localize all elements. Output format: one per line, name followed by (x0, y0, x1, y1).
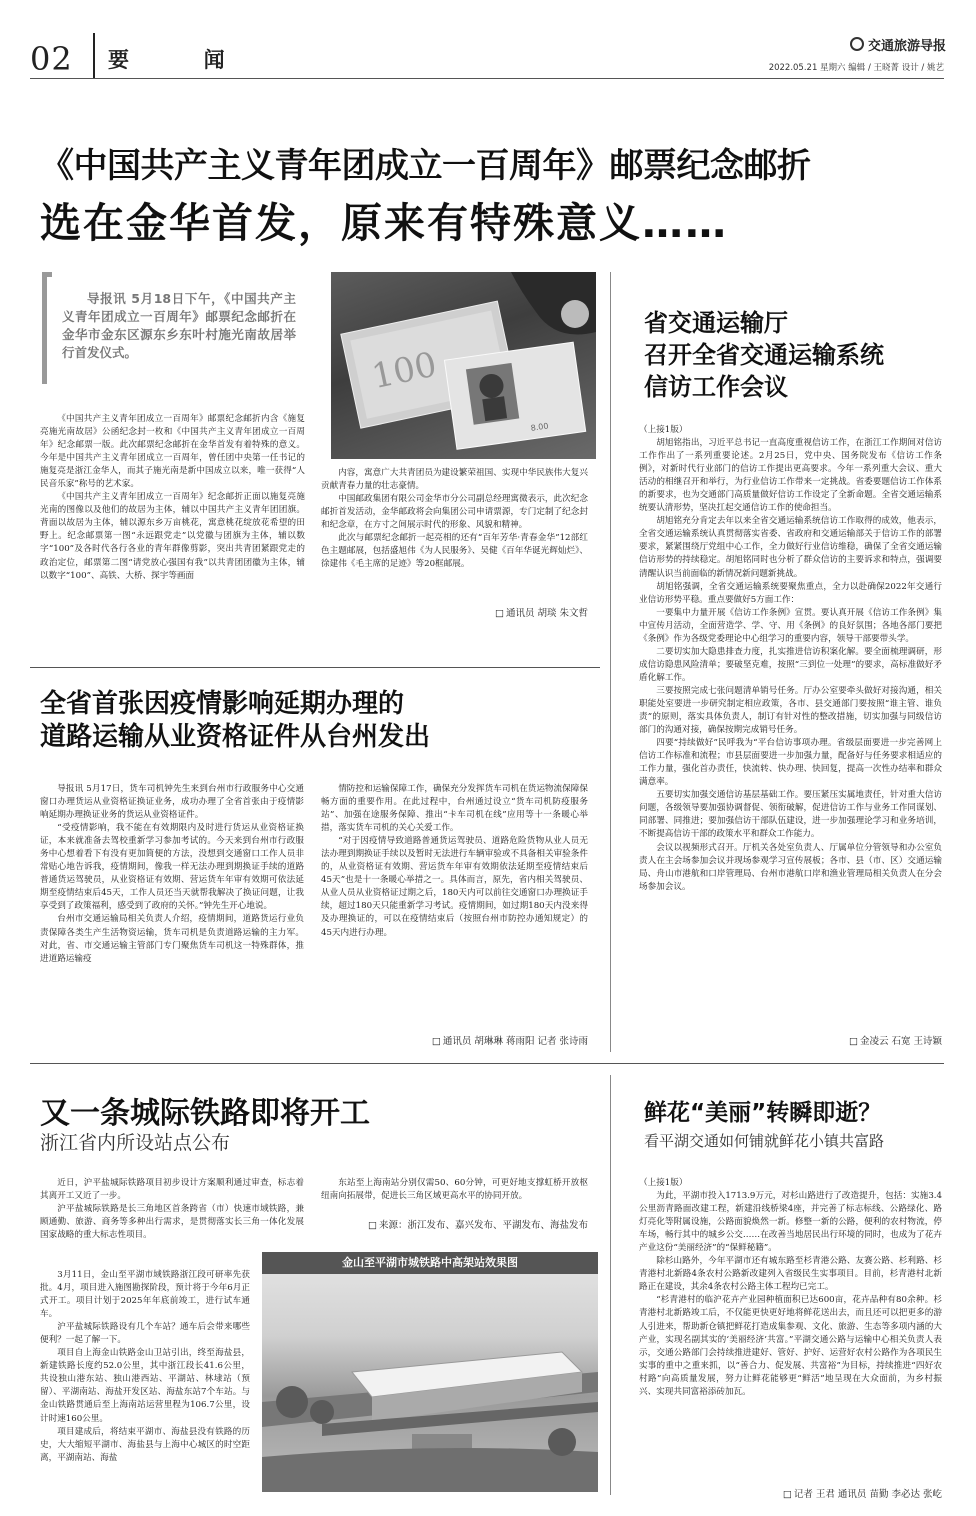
paper-logo-icon (850, 37, 864, 51)
section-rule (30, 1063, 944, 1064)
taizhou-col2-para: 情防控和运输保障工作，确保充分发挥货车司机在货运物流保障保畅方面的重要作用。在此过程中，台州通过设立“货车司机防疫服务站”、加强在途服务保障、推出“卡车司机在线”应用等十一条暖心举措，落实货车司机的关心关爱工作。 (321, 784, 588, 834)
railway-byline: □ 来源：浙江发布、嘉兴发布、平湖发布、海盐发布 (321, 1217, 588, 1231)
xinfang-para: 胡旭铭充分肯定去年以来全省交通运输系统信访工作取得的成效，他表示，全省交通运输系统认真贯彻落实省委、省政府和交通运输部关于信访工作的部署要求，紧紧围绕厅党组中心工作，全力做好行业信访维稳，确保了全省交通运输信访形势的持续稳定。胡旭铭同时也分析了群众信访的主要诉求和特点，强调要清醒认识当前面临的新情况新问题新挑战。 (639, 516, 942, 579)
xinfang-title-line: 信访工作会议 (644, 373, 788, 401)
flowers-para: 为此，平湖市投入1713.9万元，对杉山路进行了改造提升，包括：实施3.4公里沥青路面改建工程，新建沿线桥梁4座，并完善了标志标线、公路绿化、路灯亮化等附属设施，公路面貌焕然一新。修整一新的公路，便利的农村物流，停车场，畅行其中的城乡公交……在改善当地居民出行环境的同时，也成为了花卉产业这份“美丽经济”的“保鲜秘籍”。 (639, 1191, 942, 1254)
taizhou-byline: □ 通讯员 胡琳琳 蒋雨阳 记者 张诗雨 (360, 1033, 588, 1047)
flowers-para: 除杉山路外，今年平湖市还有城东路至杉青港公路、友赛公路、杉利路、杉青港村北新路4条农村公路新改建列入省级民生实事项目。目前，杉青港村北新路正在建设，其余4条农村公路主体工程均已完工。 (639, 1256, 942, 1293)
railway-subtitle: 浙江省内所设站点公布 (40, 1132, 231, 1154)
lead-photo (331, 272, 596, 459)
taizhou-title (40, 688, 600, 754)
lead-byline: □ 通讯员 胡琰 朱文哲 (380, 605, 588, 619)
stamp-booklet-illustration (331, 272, 596, 459)
header-meta: 2022.05.21 星期六 编辑 / 王晓菁 设计 / 姚艺 (768, 63, 944, 73)
xinfang-body (639, 424, 942, 894)
lead-col1-para: 《中国共产主义青年团成立一百周年》邮票纪念邮折内含《施复亮施光南故居》公函纪念封一枚和《中国共产主义青年团成立一百周年》纪念邮票一版。此次邮票纪念邮折在金华首发有着特殊的意义。今年是中国共产主义青年团成立一百周年，曾任团中央第一任书记的施复亮是浙江金华人，而其子施光南是新中国成立以来，唯一获得“人民音乐家”称号的艺术家。 (40, 414, 305, 490)
station-rendering (262, 1252, 598, 1492)
lead-col1 (40, 413, 305, 583)
railway-para: 项目建成后，将结束平湖市、海盐县没有铁路的历史，大大缩短平湖市、海盐县与上海中心城区的时空距离，平湖南站、海盐 (40, 1426, 250, 1463)
header-divider (93, 33, 95, 79)
page-number: 02 (30, 40, 73, 78)
xinfang-byline: □ 金凌云 石宽 王诗颖 (760, 1033, 942, 1047)
railway-col2 (321, 1177, 588, 1203)
column-separator (610, 1075, 611, 1495)
xinfang-para: 三要按照完成七张问题清单销号任务。厅办公室要牵头做好对接沟通，相关职能处室要进一步研究制定相应政策，各市、县交通部门要按照“谁主管、谁负责”的原则，落实具体负责人，制订有针对性的整改措施，切实加强与同级信访部门的沟通对接，确保按期完成销号任务。 (639, 685, 942, 736)
xinfang-para: 五要切实加强交通信访基层基础工作。要压紧压实属地责任，针对重大信访问题，各级领导要加强协调督促、领衔破解，促进信访工作与业务工作同谋划、同部署、同推进；要加强信访干部队伍建设，进一步加强理论学习和业务培训，不断提高信访干部的政策水平和群众工作能力。 (639, 790, 942, 840)
railway-para: 沪平盐城际铁路是长三角地区首条跨省（市）快速市域铁路，兼顾通勤、旅游、商务等多种出行需求，是贯彻落实长三角一体化发展国家战略的重大标志性项目。 (40, 1204, 304, 1241)
booklet-stamp-value: 8.00 (530, 421, 550, 433)
flowers-title: 鲜花“美丽”转瞬即逝？ (644, 1100, 882, 1126)
xinfang-para: 二要切实加大隐患排查力度，扎实推进信访积案化解。要全面梳理调研，形成信访隐患风险清单；要破坚克难，按照“三到位一处理”的要求，高标准做好矛盾化解工作。 (639, 646, 942, 683)
taizhou-col2 (321, 783, 588, 940)
railway-col1-top (40, 1177, 304, 1242)
taizhou-title-line: 全省首张因疫情影响延期办理的 (40, 689, 405, 719)
booklet-big-number: 100 (368, 344, 441, 398)
section-label: 要 闻 (108, 48, 245, 72)
railway-para: 沪平盐城际铁路设有几个车站？通车后会带来哪些便利？一起了解一下。 (40, 1322, 250, 1346)
railway-para: 3月11日，金山至平湖市域铁路浙江段可研率先获批。4月，项目进入施图勘探阶段，预计将于今年6月正式开工。项目计划于2025年年底前竣工，进行试车通车。 (40, 1270, 250, 1320)
lead-col2-para: 内容，寓意广大共青团员为建设繁荣祖国、实现中华民族伟大复兴贡献青春力量的壮志豪情。 (321, 468, 588, 492)
taizhou-col1-para: “受疫情影响，我不能在有效期限内及时进行货运从业资格证换证，本来就准备去驾校重新学习参加考试的。今天来到台州市行政服务中心想着看下有没有更加简便的方法，没想到交通窗口工作人员非常贴心地告诉我，疫情期间，像我一样无法办理到期换证手续的道路普通货运驾驶员，从业资格证有效期、营运货车年审有效期可依法延期至疫情结束后45天，工作人员还当天就帮我解决了换证问题，让我享受到了政策福利，感受到了政府的关怀。”钟先生开心地说。 (40, 823, 304, 912)
railway-image (262, 1252, 598, 1492)
railway-para: 近日，沪平盐城际铁路项目初步设计方案顺利通过审查，标志着其离开工又近了一步。 (40, 1178, 304, 1202)
xinfang-title-line: 省交通运输厅 (644, 309, 788, 337)
lead-summary-bracket (42, 272, 52, 384)
column-separator (610, 272, 611, 1052)
lead-title-line2: 选在金华首发，原来有特殊意义…… (40, 199, 728, 247)
railway-image-caption: 金山至平湖市城铁路中高架站效果图 (262, 1252, 598, 1274)
flowers-continued: （上接1版） (639, 1178, 688, 1188)
xinfang-para: 一要集中力量开展《信访工作条例》宣贯。要认真开展《信访工作条例》集中宣传月活动，全面营造学、学、守、用《条例》的良好氛围；各地各部门要把《条例》作为各级党委理论中心组学习的重要内容，领导干部要带头学。 (639, 607, 942, 644)
taizhou-col1-para: 导报讯 5月17日，货车司机钟先生来到台州市行政服务中心交通窗口办理货运从业资格证换证业务，成功办理了全省首张由于疫情影响延期办理换证业务的货运从业资格证件。 (40, 784, 304, 821)
xinfang-para: 胡旭铭强调，全省交通运输系统要聚焦重点，全力以赴确保2022年交通行业信访形势平稳。重点要做好5方面工作： (639, 581, 942, 605)
lead-col2-para: 此次与邮票纪念邮折一起亮相的还有“百年芳华·青春金华”12部红色主题邮展，包括盛旭伟《为人民服务》、吴健《百年华诞光辉灿烂》、徐建伟《毛主席的足迹》等20框邮展。 (321, 533, 588, 570)
section-rule (30, 667, 600, 668)
flowers-para: “杉青港村的临沪花卉产业园种植面积已达600亩，花卉品种有80余种。杉青港村北新路竣工后，不仅能更快更好地将鲜花送出去，而且还可以把更多的游人引进来，帮助新仓镇把鲜花打造成集参观、文化、旅游、生态等多项内涵的大产业，实现名副其实的‘美丽经济’共富。”平湖交通公路与运输中心相关负责人表示，交通公路部门会持续推进建好、管好、护好、运营好农村公路作为各项民生实事的重中之重来抓，以“善合力、促发展、共富裕”为目标，持续推进“四好农村路”向高质量发展，努力让鲜花能够更“鲜活”地呈现在大众面前，为乡村振兴、实现共同富裕添砖加瓦。 (639, 1295, 942, 1397)
header-rule (30, 78, 944, 79)
xinfang-title-line: 召开全省交通运输系统 (644, 341, 884, 369)
xinfang-para: 会议以视频形式召开。厅机关各处室负责人、厅属单位分管领导和办公室负责人在主会场参加会议并现场参观学习宣传展板；各市、县（市、区）交通运输局、舟山市港航和口岸管理局、台州市港航口岸和渔业管理局相关负责人在分会场参加会议。 (639, 842, 942, 892)
lead-col2 (321, 467, 588, 571)
flowers-byline: □ 记者 王君 通讯员 苗勤 李必达 张屹 (720, 1486, 942, 1500)
xinfang-para: 四要“持续做好”民呼我为“平台信访事项办理。省级层面要进一步完善网上信访工作标准和流程；市县层面要进一步加强力量，配备好与任务要求相适应的工作力量，强化首办责任，快流转、快办理、快回复，提高一次性办结率和群众满意率。 (639, 738, 942, 788)
taizhou-title-line: 道路运输从业资格证件从台州发出 (40, 722, 431, 752)
xinfang-para: 胡旭铭指出，习近平总书记一直高度重视信访工作，在浙江工作期间对信访工作作出了一系列重要论述。2月25日，党中央、国务院发布《信访工作条例》，对新时代行业部门的信访工作提出更高要求。今年一系列重大会议、重大活动的相继召开和举行，为行业信访工作带来一定挑战。省委要题信访工作体系的新要求，也为交通部门高质量做好信访工作设定了全新命题。全省交通运输系统要认清形势，坚决扛起交通信访工作的使命担当。 (639, 438, 942, 514)
railway-title: 又一条城际铁路即将开工 (40, 1096, 370, 1131)
railway-para: 项目自上海金山铁路金山卫站引出，终至海盐县，新建铁路长度约52.0公里，其中浙江段长41.6公里，共设独山港东站、独山港西站、平湖站、林埭站（预留）、平湖南站、海盐开发区站、海盐东站7个车站。与金山铁路贯通后至上海南站运营里程为106.7公里，设计时速160公里。 (40, 1348, 250, 1424)
xinfang-title (644, 307, 944, 403)
paper-logo (850, 33, 946, 55)
xinfang-continued: （上接1版） (639, 425, 688, 435)
paper-name: 交通旅游导报 (868, 38, 947, 54)
flowers-subtitle: 看平湖交通如何铺就鲜花小镇共富路 (644, 1132, 885, 1150)
lead-summary: 导报讯 5月18日下午，《中国共产主义青年团成立一百周年》邮票纪念邮折在金华市金东区源东乡东叶村施光南故居举行首发仪式。 (62, 291, 296, 360)
taizhou-col2-para: “对于因疫情导致道路普通货运驾驶员、道路危险货物从业人员无法办理到期换证手续以及暂时无法进行车辆审验或不具备相关审验条件的，从业资格证有效期、营运货车年审有效期依法延期至疫情结束后45天”也是十一条暖心举措之一。具体而言，原先，省内相关驾驶员、从业人员从业资格证过期之后，180天内可以前往交通窗口办理换证手续，超过180天只能重新学习考试。疫情期间，如过期180天内没来得及办理换证的，可以在疫情结束后（按照台州市防控办通知规定）的45天内进行办理。 (321, 836, 588, 938)
railway-para: 东站至上海南站分别仅需50、60分钟，可更好地支撑虹桥开放枢纽南向拓展带，促进长三角区域更高水平的协同开放。 (321, 1178, 588, 1202)
railway-col1-narrow (40, 1269, 250, 1465)
lead-col1-para: 《中国共产主义青年团成立一百周年》纪念邮折正面以施复亮施光南的图像以及他们的故居为主体，辅以中国共产主义青年团团旗。背面以故居为主体，辅以源东乡万亩桃花，寓意桃花绽放花希望的田野上。纪念邮票第一图“永远跟党走”以党徽与团旗为主体，辅以数字“100”及各时代各行各业的青年群像剪影，突出共青团紧跟党走的政治定位，邮票第二图“请党放心强国有我”以共青团团徽为主体，辅以数字“100”、高铁、大桥、探宇等画面 (40, 492, 305, 581)
lead-title-line1: 《中国共产主义青年团成立一百周年》邮票纪念邮折 (40, 146, 811, 186)
lead-col2-para: 中国邮政集团有限公司金华市分公司副总经理寓微表示，此次纪念邮折首发活动，金华邮政将会向集团公司申请票源，专门定制了纪念封和纪念章，在方寸之间展示时代的形象、风貌和精神。 (321, 494, 588, 531)
taizhou-col1-para: 台州市交通运输局相关负责人介绍，疫情期间，道路货运行业负责保障各类生产生活物资运输，货车司机是负责道路运输的主力军。对此，省、市交通运输主管部门专门聚焦货车司机这一特殊群体，推进道路运输疫 (40, 914, 304, 964)
taizhou-col1 (40, 783, 304, 966)
flowers-body (639, 1177, 942, 1399)
